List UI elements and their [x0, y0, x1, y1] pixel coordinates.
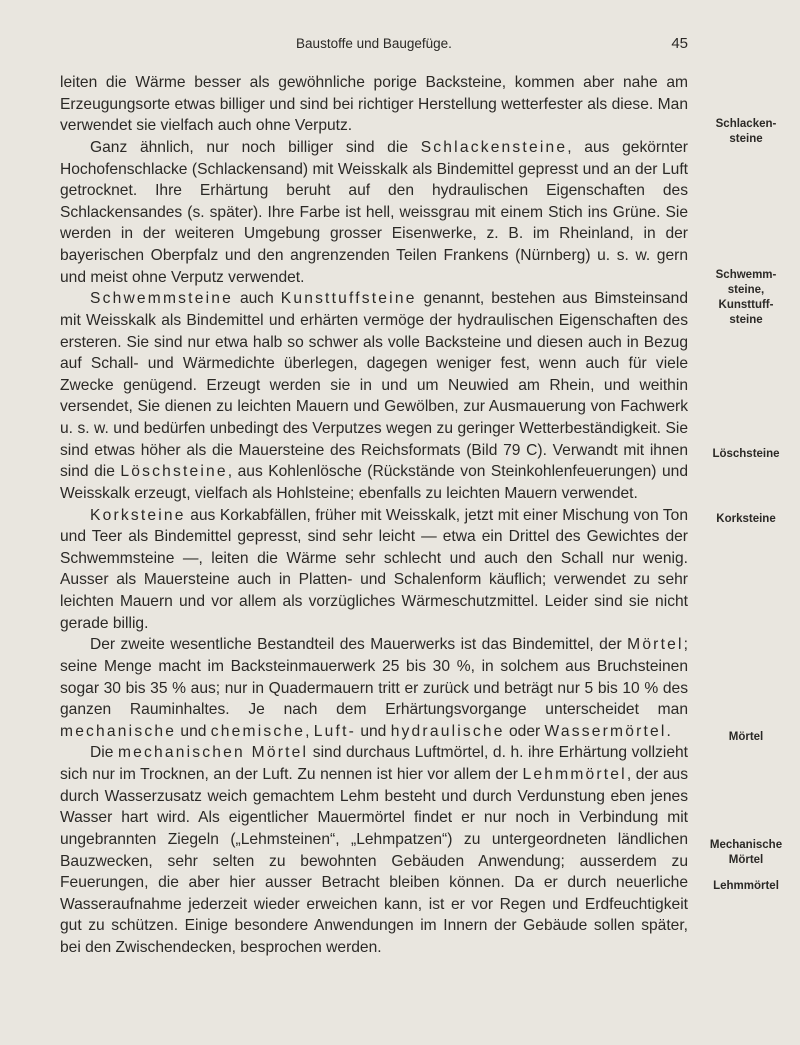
paragraph-schlackensteine: Ganz ähnlich, nur noch billiger sind die Schlackensteine, aus gekörnter Hochofenschlacke (Schlackensand) mit Weisskalk als Bindemittel gepresst und an der Luft getrocknet. Ihre Erhärtung beruht auf den hydraulischen Eigenschaften des Schlackensandes (s. später). Ihre Farbe ist hell, weissgrau mit einem Stich ins Grüne. Sie werden in der weiteren Umgebung grosser Eisenwerke, z. B. im Rheinland, in der bayerischen Oberpfalz und den angrenzenden Teilen Frankens (Nürnberg) u. s. w. gern und meist ohne Verputz verwendet. — [60, 138, 688, 286]
margin-note-mechanische-moertel: Mechanische Mörtel — [709, 839, 783, 866]
margin-note-schwemmsteine: Schwemm- steine, Kunsttuff- steine — [715, 269, 777, 326]
page-number: 45 — [671, 35, 688, 52]
term-moertel: Mörtel — [627, 636, 684, 654]
term-schwemmsteine: Schwemmsteine — [90, 290, 233, 308]
term-schlackensteine: Schlackensteine — [420, 138, 568, 156]
term-korksteine: Korksteine — [90, 506, 186, 524]
term-hydraulische: hydraulische — [390, 722, 505, 740]
paragraph-schwemmsteine: Schwemmsteine auch Kunsttuffsteine genannt, bestehen aus Bimsteinsand mit Weisskalk als Bindemittel und erhärten vermöge der hydraulischen Eigenschaften des ersteren. Sie sind nur etwa halb so schwer als volle Backsteine und diesen auch in Bezug auf Schall- und Wärmedichte überlegen, dagegen weniger fest, wenn auch für viele Zwecke genügend. Erzeugt werden sie in und um Neuwied am Rhein, und weithin versendet, Sie dienen zu leichten Mauern und Gewölben, zur Ausmauerung von Fachwerk u. s. w. und bedürfen unbedingt des Verputzes wegen zu geringer Wetterbeständigkeit. Sie sind etwas höher als die Mauersteine des Reichsformats (Bild 79 C). Verwandt mit ihnen sind die Löschsteine, aus Kohlenlösche (Rückstände von Steinkohlenfeuerungen) und Weisskalk erzeugt, vielfach als Hohlsteine; ebenfalls zu leichten Mauern verwendet. — [60, 290, 688, 502]
term-luft: Luft- — [313, 722, 356, 740]
margin-note-korksteine: Korksteine — [716, 513, 776, 525]
running-title: Baustoffe und Baugefüge. — [296, 36, 452, 51]
margin-note-lehmmoertel: Lehmmörtel — [713, 880, 779, 892]
term-wassermoertel: Wassermörtel — [544, 722, 667, 740]
term-mechanische-moertel: mechanischen Mörtel — [117, 744, 309, 762]
term-mechanische: mechanische — [60, 722, 177, 740]
term-chemische: chemische — [210, 722, 306, 740]
paragraph-intro: leiten die Wärme besser als gewöhnliche porige Backsteine, kommen aber nahe am Erzeugungsorte etwas billiger und sind bei richtiger Herstellung wetterfester als diese. Man verwendet sie vielfach auch ohne Verputz. — [60, 74, 688, 135]
margin-note-schlackensteine: Schlacken- steine — [715, 118, 777, 145]
term-loeschsteine: Löschsteine — [120, 463, 228, 481]
margin-note-moertel: Mörtel — [728, 731, 764, 743]
body-text — [60, 72, 688, 959]
page-header — [60, 36, 688, 58]
paragraph-mechanische-moertel: Die mechanischen Mörtel sind durchaus Luftmörtel, d. h. ihre Erhärtung vollzieht sich nur im Trocknen, an der Luft. Zu nennen ist hier vor allem der Lehmmörtel, der aus durch Wasserzusatz weich gemachtem Lehm besteht und durch Verdunstung eben jenes Wasser hart wird. Als eigentlicher Mauermörtel findet er nur noch in Verbindung mit ungebrannten Ziegeln („Lehmsteinen“, „Lehmpatzen“) zu untergeordneten ländlichen Bauzwecken, sehr selten zu bewohnten Gebäuden Anwendung; ausserdem zu Feuerungen, die aber hier ausser Betracht bleiben können. Da er durch neuerliche Wasseraufnahme jederzeit wieder erweichen kann, ist er vor Regen und Erdfeuchtigkeit gut zu schützen. Einige besondere Anwendungen im Innern der Gebäude sollen später, bei den Zwischendecken, besprochen werden. — [60, 744, 688, 956]
paragraph-moertel: Der zweite wesentliche Bestandteil des Mauerwerks ist das Bindemittel, der Mörtel; seine Menge macht im Backsteinmauerwerk 25 bis 30 %, in solchem aus Bruchsteinen sogar 30 bis 35 % aus; nur in Quadermauern tritt er zurück und beträgt nur 5 bis 10 % des ganzen Rauminhaltes. Je nach dem Erhärtungsvorgange unterscheidet man mechanische und chemische, Luft- und hydraulische oder Wassermörtel. — [60, 636, 688, 740]
paragraph-korksteine: Korksteine aus Korkabfällen, früher mit Weisskalk, jetzt mit einer Mischung von Ton und Teer als Bindemittel gepresst, sind sehr leicht — etwa ein Drittel des Gewichtes der Schwemmsteine —, leiten die Wärme sehr schlecht und auch den Schall nur wenig. Ausser als Mauersteine auch in Platten- und Schalenform käuflich; verwendet zu sehr leichten Mauern und vor allem als vorzügliches Wärmeschutzmittel. Leider sind sie nicht gerade billig. — [60, 506, 688, 632]
term-kunsttuffsteine: Kunsttuffsteine — [280, 290, 417, 308]
term-lehmmoertel: Lehmmörtel — [522, 766, 627, 783]
margin-note-loeschsteine: Löschsteine — [712, 448, 780, 460]
